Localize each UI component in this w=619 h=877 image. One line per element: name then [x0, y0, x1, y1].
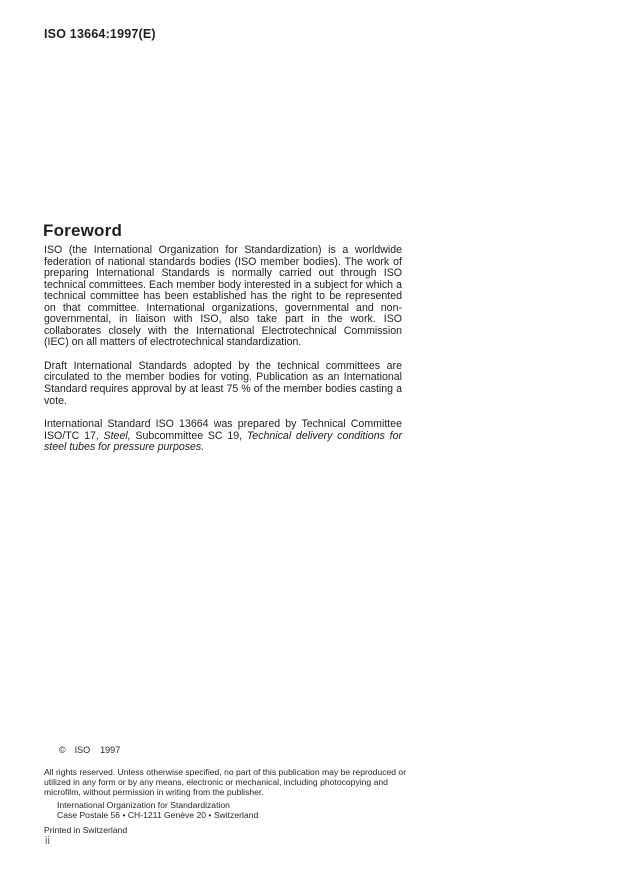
- publisher-block: [57, 800, 416, 820]
- paragraph: [44, 245, 402, 349]
- paragraph-segment-italic: Steel,: [103, 429, 131, 442]
- footer-block: [44, 735, 416, 835]
- copyright-line: [44, 735, 416, 766]
- printed-in: Printed in Switzerland: [44, 825, 128, 836]
- paragraph-segment-italic: Technical delivery conditions for steel tubes for pressure purposes.: [44, 429, 402, 454]
- foreword-paragraphs: [44, 245, 402, 454]
- paragraph-segment: International Standard ISO 13664 was prepared by Technical Committee ISO/TC 17,: [44, 418, 402, 442]
- paragraph-segment: Subcommittee SC 19,: [130, 429, 247, 442]
- page-number: ii: [45, 835, 50, 847]
- copyright-symbol: ©: [59, 745, 66, 756]
- paragraph-segment: ISO (the International Organization for Standardization) is a worldwide federation of national standards bodies (ISO member bodies). The work of preparing International Standards is normally carried out through ISO technical committees. Each member body interested in a subject for which a technical committee has been established has the right to be represented on that committee. International organizations, governmental and non-governmental, in liaison with ISO, also take part in the work. ISO collaborates closely with the International Electrotechnical Commission (IEC) on all matters of electrotechnical standardization.: [44, 244, 402, 349]
- paragraph: [44, 361, 402, 407]
- paragraph: [44, 419, 402, 454]
- copyright-year: 1997: [100, 745, 121, 756]
- paragraph-segment: Draft International Standards adopted by the technical committees are circulated to the member bodies for voting. Publication as an International Standard requires approval by at least 75 % of the member bodies casting a vote.: [44, 359, 402, 407]
- rights-notice: All rights reserved. Unless otherwise specified, no part of this publication may be reproduced or utilized in any form or by any means, electronic or mechanical, including photocopying and microfilm, without permission in writing from the publisher.: [44, 766, 407, 798]
- foreword-title: Foreword: [43, 221, 123, 241]
- copyright-owner: ISO: [74, 745, 91, 756]
- publisher-address: Case Postale 56 • CH-1211 Genève 20 • Switzerland: [57, 810, 259, 821]
- standard-reference: ISO 13664:1997(E): [44, 27, 156, 41]
- publisher-name: International Organization for Standardization: [57, 800, 230, 811]
